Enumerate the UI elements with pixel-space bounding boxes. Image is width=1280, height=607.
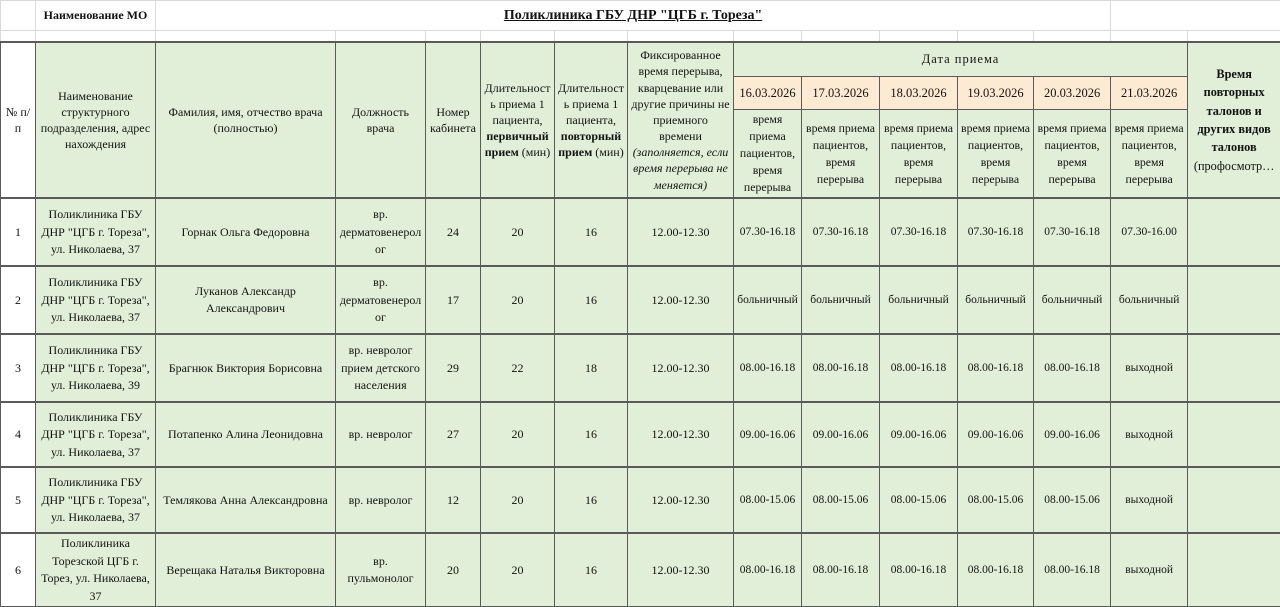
break-time-cell: 12.00-12.30 xyxy=(628,533,734,606)
table-row xyxy=(1,198,1280,266)
schedule-cell: больничный xyxy=(734,266,802,334)
schedule-cell: 07.30-16.18 xyxy=(802,198,880,266)
tickets-cell xyxy=(1188,402,1280,467)
repeat-duration-cell: 16 xyxy=(555,198,628,266)
repeat-duration-cell: 18 xyxy=(555,334,628,402)
table-body xyxy=(1,198,1280,606)
subheader-cell: время приема пациентов, время перерыва xyxy=(1034,110,1111,199)
schedule-cell: больничный xyxy=(802,266,880,334)
schedule-cell: 08.00-15.06 xyxy=(880,467,958,533)
position-cell: вр. невролог xyxy=(336,467,426,533)
grid-cell xyxy=(958,31,1034,42)
title-row-filler xyxy=(1111,1,1280,31)
schedule-cell: 08.00-16.18 xyxy=(880,334,958,402)
schedule-cell: выходной xyxy=(1111,334,1188,402)
break-time-cell: 12.00-12.30 xyxy=(628,402,734,467)
grid-cell xyxy=(880,31,958,42)
row-number: 4 xyxy=(1,402,36,467)
cabinet-cell: 17 xyxy=(426,266,481,334)
schedule-cell: больничный xyxy=(958,266,1034,334)
cabinet-cell: 12 xyxy=(426,467,481,533)
schedule-cell: 08.00-16.18 xyxy=(802,334,880,402)
grid-cell xyxy=(426,31,481,42)
row-number: 6 xyxy=(1,533,36,606)
doctor-name-cell: Темлякова Анна Александровна xyxy=(156,467,336,533)
primary-duration-cell: 20 xyxy=(481,198,555,266)
schedule-cell: 09.00-16.06 xyxy=(734,402,802,467)
date-cell: 18.03.2026 xyxy=(880,77,958,110)
cabinet-cell: 29 xyxy=(426,334,481,402)
repeat-duration-cell: 16 xyxy=(555,266,628,334)
sheet-top-area xyxy=(1,1,1280,42)
grid-cell xyxy=(1111,31,1188,42)
schedule-cell: выходной xyxy=(1111,402,1188,467)
schedule-cell: 07.30-16.00 xyxy=(1111,198,1188,266)
row-number: 2 xyxy=(1,266,36,334)
date-cell: 16.03.2026 xyxy=(734,77,802,110)
schedule-cell: 07.30-16.18 xyxy=(958,198,1034,266)
schedule-cell: 08.00-15.06 xyxy=(734,467,802,533)
schedule-cell: 08.00-16.18 xyxy=(734,533,802,606)
schedule-cell: 08.00-15.06 xyxy=(958,467,1034,533)
table-row xyxy=(1,467,1280,533)
grid-cell xyxy=(628,31,734,42)
row-number: 5 xyxy=(1,467,36,533)
grid-cell xyxy=(1034,31,1111,42)
table-row xyxy=(1,334,1280,402)
subheader-cell: время приема пациентов, время перерыва xyxy=(958,110,1034,199)
subheader-cell: время приема пациентов, время перерыва xyxy=(802,110,880,199)
schedule-cell: 09.00-16.06 xyxy=(958,402,1034,467)
date-cell: 17.03.2026 xyxy=(802,77,880,110)
repeat-duration-cell: 16 xyxy=(555,533,628,606)
schedule-cell: 09.00-16.06 xyxy=(1034,402,1111,467)
subheader-cell: время приема пациентов, время перерыва xyxy=(880,110,958,199)
doctor-name-cell: Потапенко Алина Леонидовна xyxy=(156,402,336,467)
schedule-cell: 08.00-16.18 xyxy=(1034,334,1111,402)
date-cell: 21.03.2026 xyxy=(1111,77,1188,110)
schedule-cell: 08.00-16.18 xyxy=(1034,533,1111,606)
table-header xyxy=(1,42,1280,199)
position-cell: вр. дерматовенеролог xyxy=(336,266,426,334)
table-row xyxy=(1,533,1280,606)
grid-cell xyxy=(336,31,426,42)
row-number: 1 xyxy=(1,198,36,266)
tickets-cell xyxy=(1188,334,1280,402)
position-cell: вр. невролог прием детского населения xyxy=(336,334,426,402)
department-cell: Поликлиника ГБУ ДНР "ЦГБ г. Тореза", ул. Николаева, 37 xyxy=(36,467,156,533)
schedule-cell: 08.00-16.18 xyxy=(958,533,1034,606)
grid-cell xyxy=(555,31,628,42)
tickets-cell xyxy=(1188,198,1280,266)
grid-cell xyxy=(481,31,555,42)
repeat-duration-cell: 16 xyxy=(555,467,628,533)
tickets-cell xyxy=(1188,467,1280,533)
schedule-cell: выходной xyxy=(1111,533,1188,606)
repeat-duration-cell: 16 xyxy=(555,402,628,467)
grid-cell xyxy=(734,31,802,42)
schedule-cell: 07.30-16.18 xyxy=(880,198,958,266)
subheader-cell: время приема пациентов, время перерыва xyxy=(734,110,802,199)
cabinet-cell: 24 xyxy=(426,198,481,266)
col-header-position: Должность врача xyxy=(336,42,426,199)
row-number: 3 xyxy=(1,334,36,402)
tickets-cell xyxy=(1188,266,1280,334)
document-title-cell xyxy=(156,1,1111,31)
schedule-cell: 08.00-15.06 xyxy=(1034,467,1111,533)
title-row xyxy=(1,1,1280,31)
primary-duration-cell: 20 xyxy=(481,266,555,334)
col-header-number: № п/п xyxy=(1,42,36,199)
break-time-cell: 12.00-12.30 xyxy=(628,266,734,334)
doctor-name-cell: Верещака Наталья Викторовна xyxy=(156,533,336,606)
cabinet-cell: 27 xyxy=(426,402,481,467)
doctor-name-cell: Горнак Ольга Федоровна xyxy=(156,198,336,266)
position-cell: вр. невролог xyxy=(336,402,426,467)
department-cell: Поликлиника Торезской ЦГБ г. Торез, ул. Николаева, 37 xyxy=(36,533,156,606)
grid-cell xyxy=(1188,31,1280,42)
break-time-cell: 12.00-12.30 xyxy=(628,467,734,533)
cabinet-cell: 20 xyxy=(426,533,481,606)
grid-cell xyxy=(156,31,336,42)
col-header-department: Наименование структурного подразделения, адрес нахождения xyxy=(36,42,156,199)
schedule-cell: 08.00-16.18 xyxy=(880,533,958,606)
position-cell: вр. пульмонолог xyxy=(336,533,426,606)
primary-duration-cell: 20 xyxy=(481,467,555,533)
doctor-name-cell: Брагнюк Виктория Борисовна xyxy=(156,334,336,402)
document-title: Поликлиника ГБУ ДНР "ЦГБ г. Тореза" xyxy=(504,8,762,23)
tickets-cell xyxy=(1188,533,1280,606)
subheader-cell: время приема пациентов, время перерыва xyxy=(1111,110,1188,199)
schedule-cell: 08.00-16.18 xyxy=(734,334,802,402)
grid-cell xyxy=(36,31,156,42)
primary-duration-cell: 20 xyxy=(481,402,555,467)
table-row xyxy=(1,402,1280,467)
grid-cell xyxy=(802,31,880,42)
schedule-cell: больничный xyxy=(1034,266,1111,334)
header-row xyxy=(1,42,1280,77)
col-header-fixed-break: Фиксированное время перерыва, кварцевание или другие причины не приемного времени (заполняется, если время перерыва не меняется) xyxy=(628,42,734,199)
schedule-cell: больничный xyxy=(1111,266,1188,334)
date-cell: 19.03.2026 xyxy=(958,77,1034,110)
date-group-header: Дата приема xyxy=(734,42,1188,77)
department-cell: Поликлиника ГБУ ДНР "ЦГБ г. Тореза", ул. Николаева, 37 xyxy=(36,198,156,266)
department-cell: Поликлиника ГБУ ДНР "ЦГБ г. Тореза", ул. Николаева, 37 xyxy=(36,402,156,467)
schedule-cell: больничный xyxy=(880,266,958,334)
date-cell: 20.03.2026 xyxy=(1034,77,1111,110)
col-header-repeat-duration: Длительность приема 1 пациента, повторный прием (мин) xyxy=(555,42,628,199)
col-header-tickets: Время повторных талонов и других видов талонов (профосмотр… xyxy=(1188,42,1280,199)
primary-duration-cell: 22 xyxy=(481,334,555,402)
doctor-name-cell: Луканов Александр Александрович xyxy=(156,266,336,334)
col-header-cabinet: Номер кабинета xyxy=(426,42,481,199)
department-cell: Поликлиника ГБУ ДНР "ЦГБ г. Тореза", ул. Николаева, 39 xyxy=(36,334,156,402)
schedule-cell: 08.00-15.06 xyxy=(802,467,880,533)
grid-cell xyxy=(1,31,36,42)
schedule-cell: 09.00-16.06 xyxy=(880,402,958,467)
schedule-cell: 08.00-16.18 xyxy=(958,334,1034,402)
position-cell: вр. дерматовенеролог xyxy=(336,198,426,266)
primary-duration-cell: 20 xyxy=(481,533,555,606)
break-time-cell: 12.00-12.30 xyxy=(628,198,734,266)
spacer-row xyxy=(1,31,1280,42)
schedule-cell: 09.00-16.06 xyxy=(802,402,880,467)
schedule-cell: 08.00-16.18 xyxy=(802,533,880,606)
schedule-cell: 07.30-16.18 xyxy=(1034,198,1111,266)
col-header-primary-duration: Длительность приема 1 пациента, первичный прием (мин) xyxy=(481,42,555,199)
mo-label: Наименование МО xyxy=(36,1,156,31)
col-header-doctor: Фамилия, имя, отчество врача (полностью) xyxy=(156,42,336,199)
corner-cell xyxy=(1,1,36,31)
schedule-cell: выходной xyxy=(1111,467,1188,533)
table-row xyxy=(1,266,1280,334)
department-cell: Поликлиника ГБУ ДНР "ЦГБ г. Тореза", ул. Николаева, 37 xyxy=(36,266,156,334)
schedule-cell: 07.30-16.18 xyxy=(734,198,802,266)
break-time-cell: 12.00-12.30 xyxy=(628,334,734,402)
